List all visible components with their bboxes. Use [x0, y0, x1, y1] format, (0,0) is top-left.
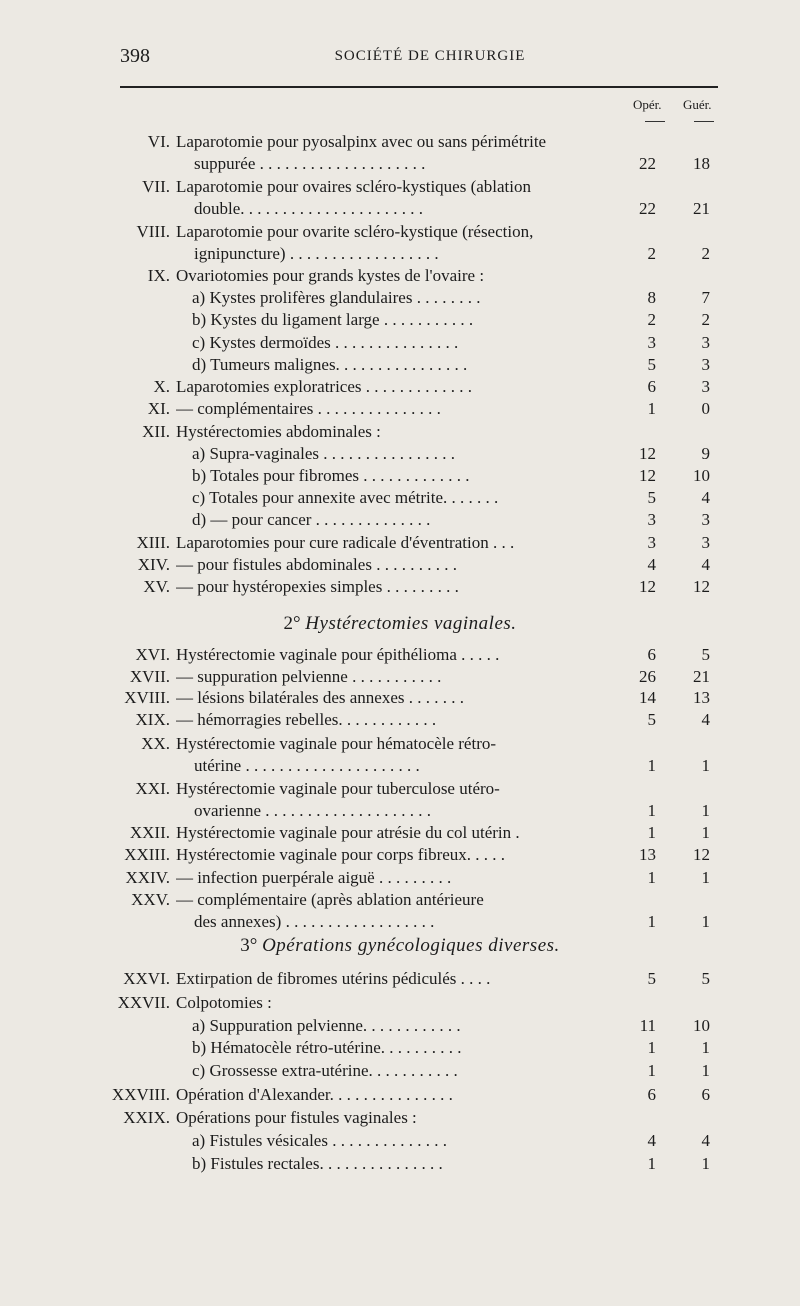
operation-label: d) — pour cancer . . . . . . . . . . . . . . [192, 510, 431, 529]
cures-count: 1 [701, 1038, 710, 1057]
cures-count: 4 [701, 1131, 710, 1150]
header-rule [120, 86, 718, 88]
cures-count: 4 [701, 710, 710, 729]
operation-label: Hystérectomie vaginale pour tuberculose utéro- [176, 779, 500, 798]
operation-label: Extirpation de fibromes utérins pédiculés . . . . [176, 969, 491, 988]
operation-label: Hystérectomie vaginale pour atrésie du col utérin . [176, 823, 520, 842]
operations-count: 11 [639, 1016, 656, 1035]
cures-count: 12 [693, 845, 710, 864]
table-row [0, 575, 800, 599]
operations-count: 1 [647, 868, 656, 887]
cures-count: 1 [701, 1154, 710, 1173]
operations-count: 1 [647, 1061, 656, 1080]
operations-count: 12 [639, 577, 656, 596]
operation-label: — lésions bilatérales des annexes . . . . . . . [176, 688, 464, 707]
cures-count: 1 [701, 868, 710, 887]
cures-count: 3 [701, 333, 710, 352]
table-row [0, 843, 800, 867]
operation-label: Laparotomie pour pyosalpinx avec ou sans périmétrite [176, 132, 547, 151]
operation-label: ovarienne . . . . . . . . . . . . . . . . . . . . [194, 801, 432, 820]
operation-label: des annexes) . . . . . . . . . . . . . . . . . . [194, 912, 435, 931]
table-row [0, 821, 800, 845]
operations-count: 3 [647, 510, 656, 529]
table-row [0, 308, 800, 332]
table-row [0, 866, 800, 890]
operation-label: — hémorragies rebelles. . . . . . . . . . . . [176, 710, 437, 729]
operation-label: a) Suppuration pelvienne. . . . . . . . . . . . [192, 1016, 461, 1035]
cures-count: 13 [693, 688, 710, 707]
section-heading-diverse [0, 933, 800, 959]
table-row [0, 967, 800, 991]
operations-count: 2 [647, 244, 656, 263]
roman-numeral: VIII. [136, 222, 170, 241]
roman-numeral: VI. [147, 132, 170, 151]
section-title: Hystérectomies vaginales. [305, 613, 517, 634]
cures-count: 2 [701, 310, 710, 329]
operation-label: — complémentaires . . . . . . . . . . . . . . . [176, 399, 441, 418]
table-row [0, 531, 800, 555]
cures-count: 10 [693, 1016, 710, 1035]
table-row [0, 643, 800, 667]
cures-count: 4 [701, 488, 710, 507]
operation-label: Opérations pour fistules vaginales : [176, 1108, 417, 1127]
table-row [0, 799, 800, 823]
roman-numeral: XVI. [135, 645, 170, 664]
table-row [0, 708, 800, 732]
roman-numeral: XXIII. [124, 845, 170, 864]
table-row [0, 508, 800, 532]
cures-count: 9 [701, 444, 710, 463]
operation-label: Colpotomies : [176, 993, 272, 1012]
operation-label: d) Tumeurs malignes. . . . . . . . . . . . . . . . [192, 355, 468, 374]
table-row [0, 1083, 800, 1107]
operations-count: 1 [647, 756, 656, 775]
cures-count: 10 [693, 466, 710, 485]
table-row [0, 777, 800, 801]
table-row [0, 442, 800, 466]
operations-count: 3 [647, 333, 656, 352]
column-header-cures: Guér. [683, 97, 712, 112]
roman-numeral: XI. [147, 399, 170, 418]
section-title: Opérations gynécologiques diverses. [262, 935, 560, 956]
operation-label: — infection puerpérale aiguë . . . . . . . . . [176, 868, 452, 887]
cures-count: 6 [701, 1085, 710, 1104]
operations-count: 8 [647, 288, 656, 307]
cures-count: 1 [701, 912, 710, 931]
table-row [0, 264, 800, 288]
table-row [0, 486, 800, 510]
operations-count: 6 [647, 377, 656, 396]
cures-count: 12 [693, 577, 710, 596]
operation-label: Laparotomie pour ovaires scléro-kystiques (ablation [176, 177, 531, 196]
cures-count: 4 [701, 555, 710, 574]
operations-count: 26 [639, 667, 656, 686]
table-row [0, 754, 800, 778]
operation-label: b) Hématocèle rétro-utérine. . . . . . . . . . [192, 1038, 462, 1057]
table-row [0, 1106, 800, 1130]
cures-count: 3 [701, 533, 710, 552]
table-row [0, 375, 800, 399]
table-row [0, 1036, 800, 1060]
operation-label: Laparotomies pour cure radicale d'éventration . . . [176, 533, 515, 552]
column-header-operations: Opér. [633, 97, 662, 112]
roman-numeral: VII. [142, 177, 170, 196]
operation-label: — suppuration pelvienne . . . . . . . . . . . [176, 667, 442, 686]
cures-count: 1 [701, 801, 710, 820]
running-title: SOCIÉTÉ DE CHIRURGIE [334, 48, 526, 64]
table-row [0, 464, 800, 488]
roman-numeral: IX. [147, 266, 170, 285]
table-row [0, 732, 800, 756]
operation-label: c) Totales pour annexite avec métrite. . . . . . . [192, 488, 499, 507]
column-dash-operations [645, 121, 665, 122]
operations-count: 1 [647, 823, 656, 842]
operation-label: a) Fistules vésicales . . . . . . . . . . . . . . [192, 1131, 447, 1150]
table-row [0, 197, 800, 221]
table-row [0, 175, 800, 199]
roman-numeral: XXI. [135, 779, 170, 798]
column-dash-cures [694, 121, 714, 122]
roman-numeral: XXII. [129, 823, 170, 842]
operations-count: 1 [647, 801, 656, 820]
table-row [0, 286, 800, 310]
table-row [0, 686, 800, 710]
operation-label: a) Supra-vaginales . . . . . . . . . . . . . . . . [192, 444, 455, 463]
cures-count: 5 [701, 969, 710, 988]
roman-numeral: XVII. [129, 667, 170, 686]
table-row [0, 353, 800, 377]
operation-label: utérine . . . . . . . . . . . . . . . . . . . . . [194, 756, 420, 775]
roman-numeral: XII. [142, 422, 170, 441]
operation-label: Opération d'Alexander. . . . . . . . . . . . . . . [176, 1085, 453, 1104]
roman-numeral: XIV. [137, 555, 170, 574]
roman-numeral: XX. [141, 734, 170, 753]
cures-count: 1 [701, 823, 710, 842]
cures-count: 21 [693, 667, 710, 686]
cures-count: 7 [701, 288, 710, 307]
roman-numeral: XXVI. [123, 969, 170, 988]
table-row [0, 991, 800, 1015]
section-heading-vaginal [0, 611, 800, 637]
operation-label: Hystérectomie vaginale pour épithélioma . . . . . [176, 645, 500, 664]
operations-count: 1 [647, 1154, 656, 1173]
operations-count: 2 [647, 310, 656, 329]
operations-count: 12 [639, 444, 656, 463]
operations-count: 5 [647, 969, 656, 988]
cures-count: 21 [693, 199, 710, 218]
operation-label: c) Grossesse extra-utérine. . . . . . . . . . . [192, 1061, 458, 1080]
table-row [0, 1059, 800, 1083]
roman-numeral: XV. [143, 577, 170, 596]
operations-count: 1 [647, 1038, 656, 1057]
operations-count: 4 [647, 1131, 656, 1150]
operations-count: 4 [647, 555, 656, 574]
operations-count: 6 [647, 1085, 656, 1104]
roman-numeral: XVIII. [124, 688, 170, 707]
table-row [0, 553, 800, 577]
cures-count: 3 [701, 510, 710, 529]
operation-label: Hystérectomie vaginale pour corps fibreux. . . . . [176, 845, 506, 864]
cures-count: 18 [693, 154, 710, 173]
table-row [0, 242, 800, 266]
cures-count: 0 [701, 399, 710, 418]
table-row [0, 152, 800, 176]
operation-label: ignipuncture) . . . . . . . . . . . . . . . . . . [194, 244, 439, 263]
table-row [0, 331, 800, 355]
roman-numeral: XXVII. [117, 993, 170, 1012]
operations-count: 13 [639, 845, 656, 864]
operation-label: Hystérectomies abdominales : [176, 422, 381, 441]
section-number: 3° [240, 935, 258, 956]
table-row [0, 420, 800, 444]
table-row [0, 397, 800, 421]
cures-count: 1 [701, 756, 710, 775]
roman-numeral: XIX. [135, 710, 170, 729]
roman-numeral: XXVIII. [111, 1085, 170, 1104]
roman-numeral: X. [153, 377, 170, 396]
operation-label: b) Fistules rectales. . . . . . . . . . . . . . . [192, 1154, 443, 1173]
roman-numeral: XXIX. [123, 1108, 170, 1127]
cures-count: 5 [701, 645, 710, 664]
operation-label: — complémentaire (après ablation antérieure [176, 890, 484, 909]
operations-count: 1 [647, 912, 656, 931]
operation-label: suppurée . . . . . . . . . . . . . . . . . . . . [194, 154, 426, 173]
table-row [0, 1152, 800, 1176]
operation-label: — pour fistules abdominales . . . . . . . . . . [176, 555, 457, 574]
operations-count: 22 [639, 154, 656, 173]
operations-count: 5 [647, 488, 656, 507]
operations-count: 22 [639, 199, 656, 218]
page-number: 398 [120, 45, 150, 67]
cures-count: 3 [701, 377, 710, 396]
operation-label: Hystérectomie vaginale pour hématocèle rétro- [176, 734, 497, 753]
operations-count: 5 [647, 355, 656, 374]
operation-label: Laparotomies exploratrices . . . . . . . . . . . . . [176, 377, 473, 396]
operation-label: c) Kystes dermoïdes . . . . . . . . . . . . . . . [192, 333, 459, 352]
roman-numeral: XXIV. [125, 868, 170, 887]
roman-numeral: XIII. [136, 533, 170, 552]
operation-label: double. . . . . . . . . . . . . . . . . . . . . . [194, 199, 424, 218]
table-row [0, 1129, 800, 1153]
cures-count: 3 [701, 355, 710, 374]
cures-count: 1 [701, 1061, 710, 1080]
section-number: 2° [283, 613, 301, 634]
operations-count: 5 [647, 710, 656, 729]
operations-count: 12 [639, 466, 656, 485]
table-row [0, 220, 800, 244]
operation-label: Laparotomie pour ovarite scléro-kystique (résection, [176, 222, 534, 241]
table-row [0, 888, 800, 912]
operation-label: b) Kystes du ligament large . . . . . . . . . . . [192, 310, 474, 329]
roman-numeral: XXV. [131, 890, 170, 909]
operation-label: — pour hystéropexies simples . . . . . . . . . [176, 577, 459, 596]
operation-label: Ovariotomies pour grands kystes de l'ovaire : [176, 266, 485, 285]
operation-label: b) Totales pour fibromes . . . . . . . . . . . . . [192, 466, 470, 485]
operations-count: 6 [647, 645, 656, 664]
cures-count: 2 [701, 244, 710, 263]
operations-count: 14 [639, 688, 656, 707]
table-row [0, 910, 800, 934]
operations-count: 3 [647, 533, 656, 552]
table-row [0, 1014, 800, 1038]
operation-label: a) Kystes prolifères glandulaires . . . . . . . . [192, 288, 481, 307]
table-row [0, 130, 800, 154]
operations-count: 1 [647, 399, 656, 418]
